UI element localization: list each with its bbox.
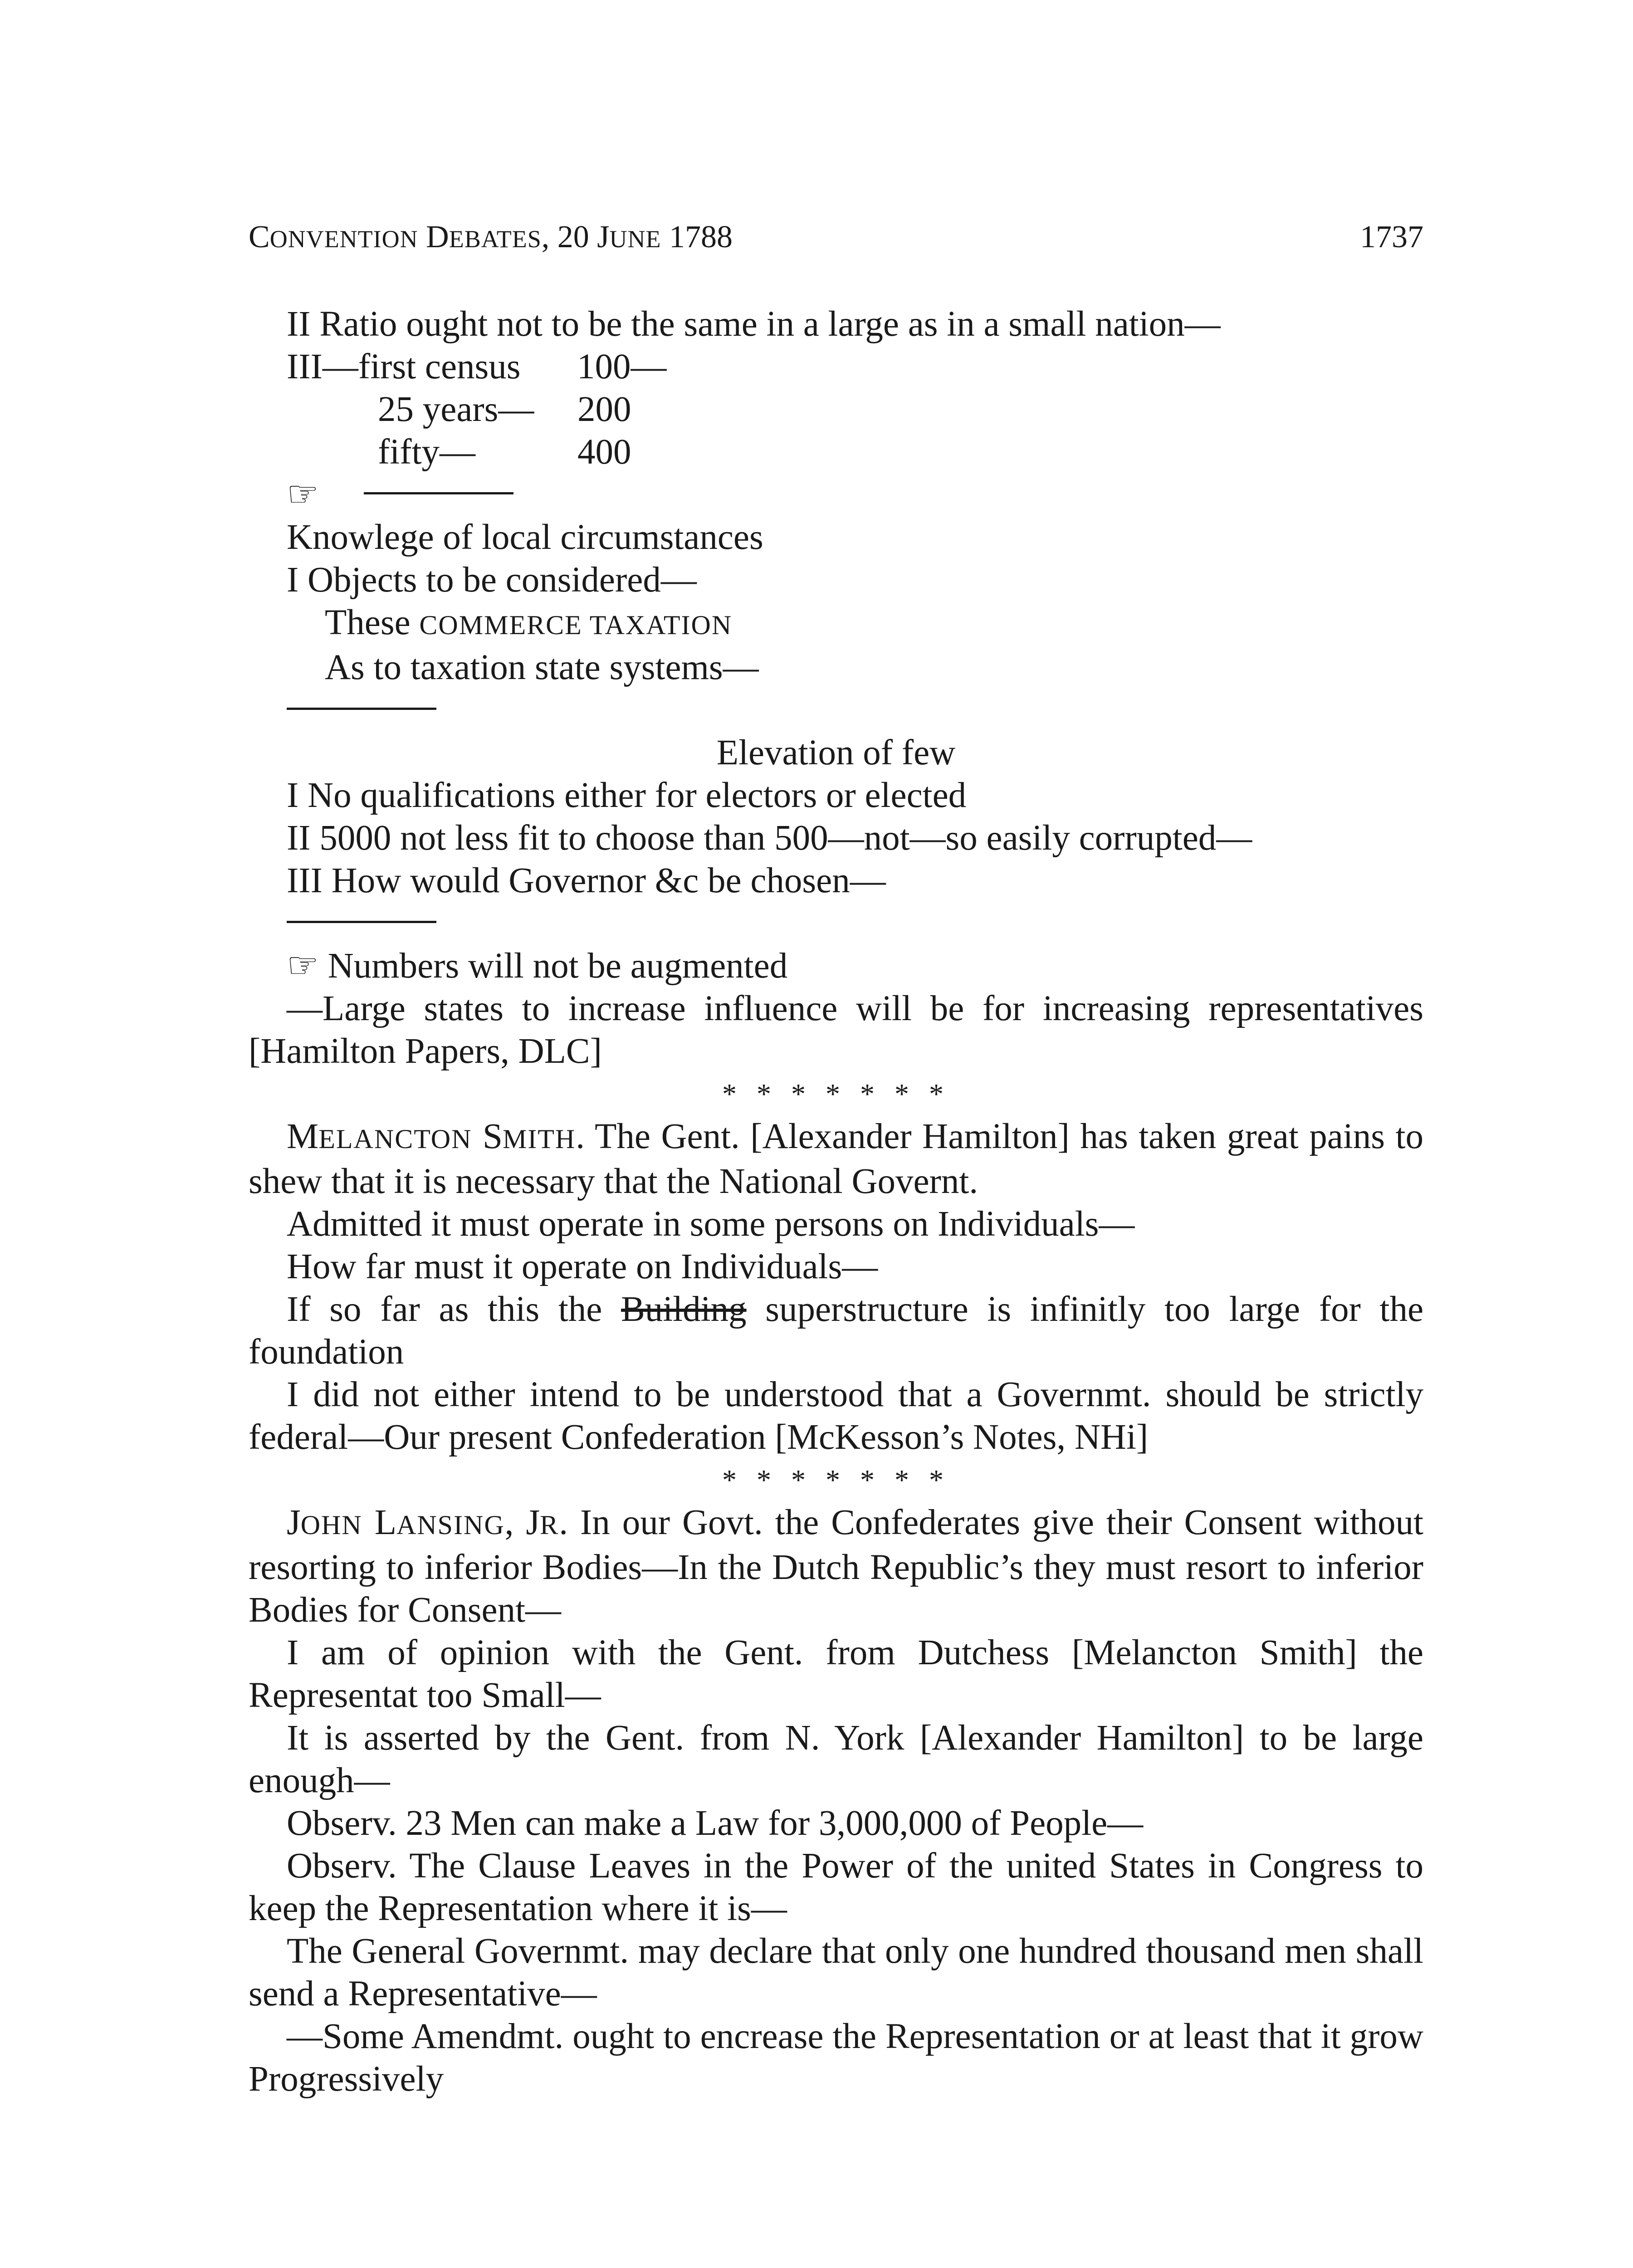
speaker-name: MELANCTON SMITH: [287, 1117, 576, 1156]
pointing-hand-icon: ☞: [287, 475, 319, 514]
note-line: I Objects to be considered—: [287, 560, 697, 600]
speech-paragraph: —Some Amendmt. ought to encrease the Representation or at least that it grow Progressively: [249, 2017, 1423, 2099]
rule-row: [249, 689, 1423, 732]
hand-rule-row: [249, 474, 1423, 516]
note-line: II Ratio ought not to be the same in a large as in a small nation—: [287, 304, 1221, 344]
census-label: 25 years—: [378, 390, 534, 429]
rule-row: [249, 902, 1423, 945]
census-label: III—first census: [287, 347, 521, 386]
note-line: ☞ Numbers will not be augmented: [287, 946, 788, 986]
page-number: 1737: [1360, 220, 1423, 254]
note-heading: Elevation of few: [716, 733, 956, 772]
speech-paragraph: I am of opinion with the Gent. from Dutchess [Melancton Smith] the Representat too Small—: [249, 1633, 1423, 1715]
note-line: III How would Governor &c be chosen—: [287, 861, 886, 900]
note-line: —Large states to increase influence will be for increasing representatives [Hamilton Papers, DLC]: [249, 989, 1423, 1071]
speech-paragraph: Observ. The Clause Leaves in the Power of the united States in Congress to keep the Representation where it is—: [249, 1846, 1423, 1928]
census-value: 200: [577, 390, 631, 429]
speech-paragraph: How far must it operate on Individuals—: [287, 1247, 878, 1286]
note-line: I No qualifications either for electors or elected: [287, 776, 967, 815]
speech-paragraph: JOHN LANSING, JR. In our Govt. the Confederates give their Consent without resorting to inferior Bodies—In the Dutch Republic’s they must resort to inferior Bodies for Consent—: [249, 1503, 1424, 1630]
census-row: [249, 346, 1423, 388]
speech-paragraph: It is asserted by the Gent. from N. York [Alexander Hamilton] to be large enough—: [249, 1718, 1423, 1800]
document-body: [249, 303, 1423, 2101]
section-separator: * * * * * * *: [722, 1464, 950, 1496]
section-rule: [287, 708, 436, 710]
running-title: CONVENTION DEBATES, 20 JUNE 1788: [249, 220, 733, 254]
census-value: 400: [577, 432, 631, 472]
census-row: [249, 431, 1423, 474]
section-separator: * * * * * * *: [722, 1078, 950, 1110]
section-rule: [364, 492, 513, 494]
pointing-hand-icon: ☞: [287, 946, 319, 986]
running-header: [249, 219, 1423, 269]
section-rule: [287, 921, 436, 923]
struck-word: Building: [621, 1290, 747, 1329]
speech-paragraph: Observ. 23 Men can make a Law for 3,000,000 of People—: [287, 1804, 1144, 1843]
speaker-name: JOHN LANSING, JR: [287, 1503, 559, 1542]
census-row: [249, 388, 1423, 431]
speech-paragraph: The General Governmt. may declare that only one hundred thousand men shall send a Representative—: [249, 1931, 1423, 2014]
note-line: These COMMERCE TAXATION: [325, 603, 733, 642]
census-label: fifty—: [378, 432, 476, 472]
speech-paragraph: I did not either intend to be understood that a Governmt. should be strictly federal—Our present Confederation [McKesson’s Notes, NHi]: [249, 1375, 1423, 1457]
speech-paragraph: Admitted it must operate in some persons on Individuals—: [287, 1204, 1135, 1244]
note-line: As to taxation state systems—: [325, 648, 759, 687]
note-line: Knowlege of local circumstances: [287, 518, 763, 557]
speech-paragraph: MELANCTON SMITH. The Gent. [Alexander Hamilton] has taken great pains to shew that it is necessary that the National Governt.: [249, 1117, 1423, 1201]
census-value: 100—: [577, 347, 667, 386]
note-line: II 5000 not less fit to choose than 500—not—so easily corrupted—: [287, 818, 1252, 858]
speech-paragraph: If so far as this the Building superstructure is infinitly too large for the foundation: [249, 1290, 1424, 1372]
